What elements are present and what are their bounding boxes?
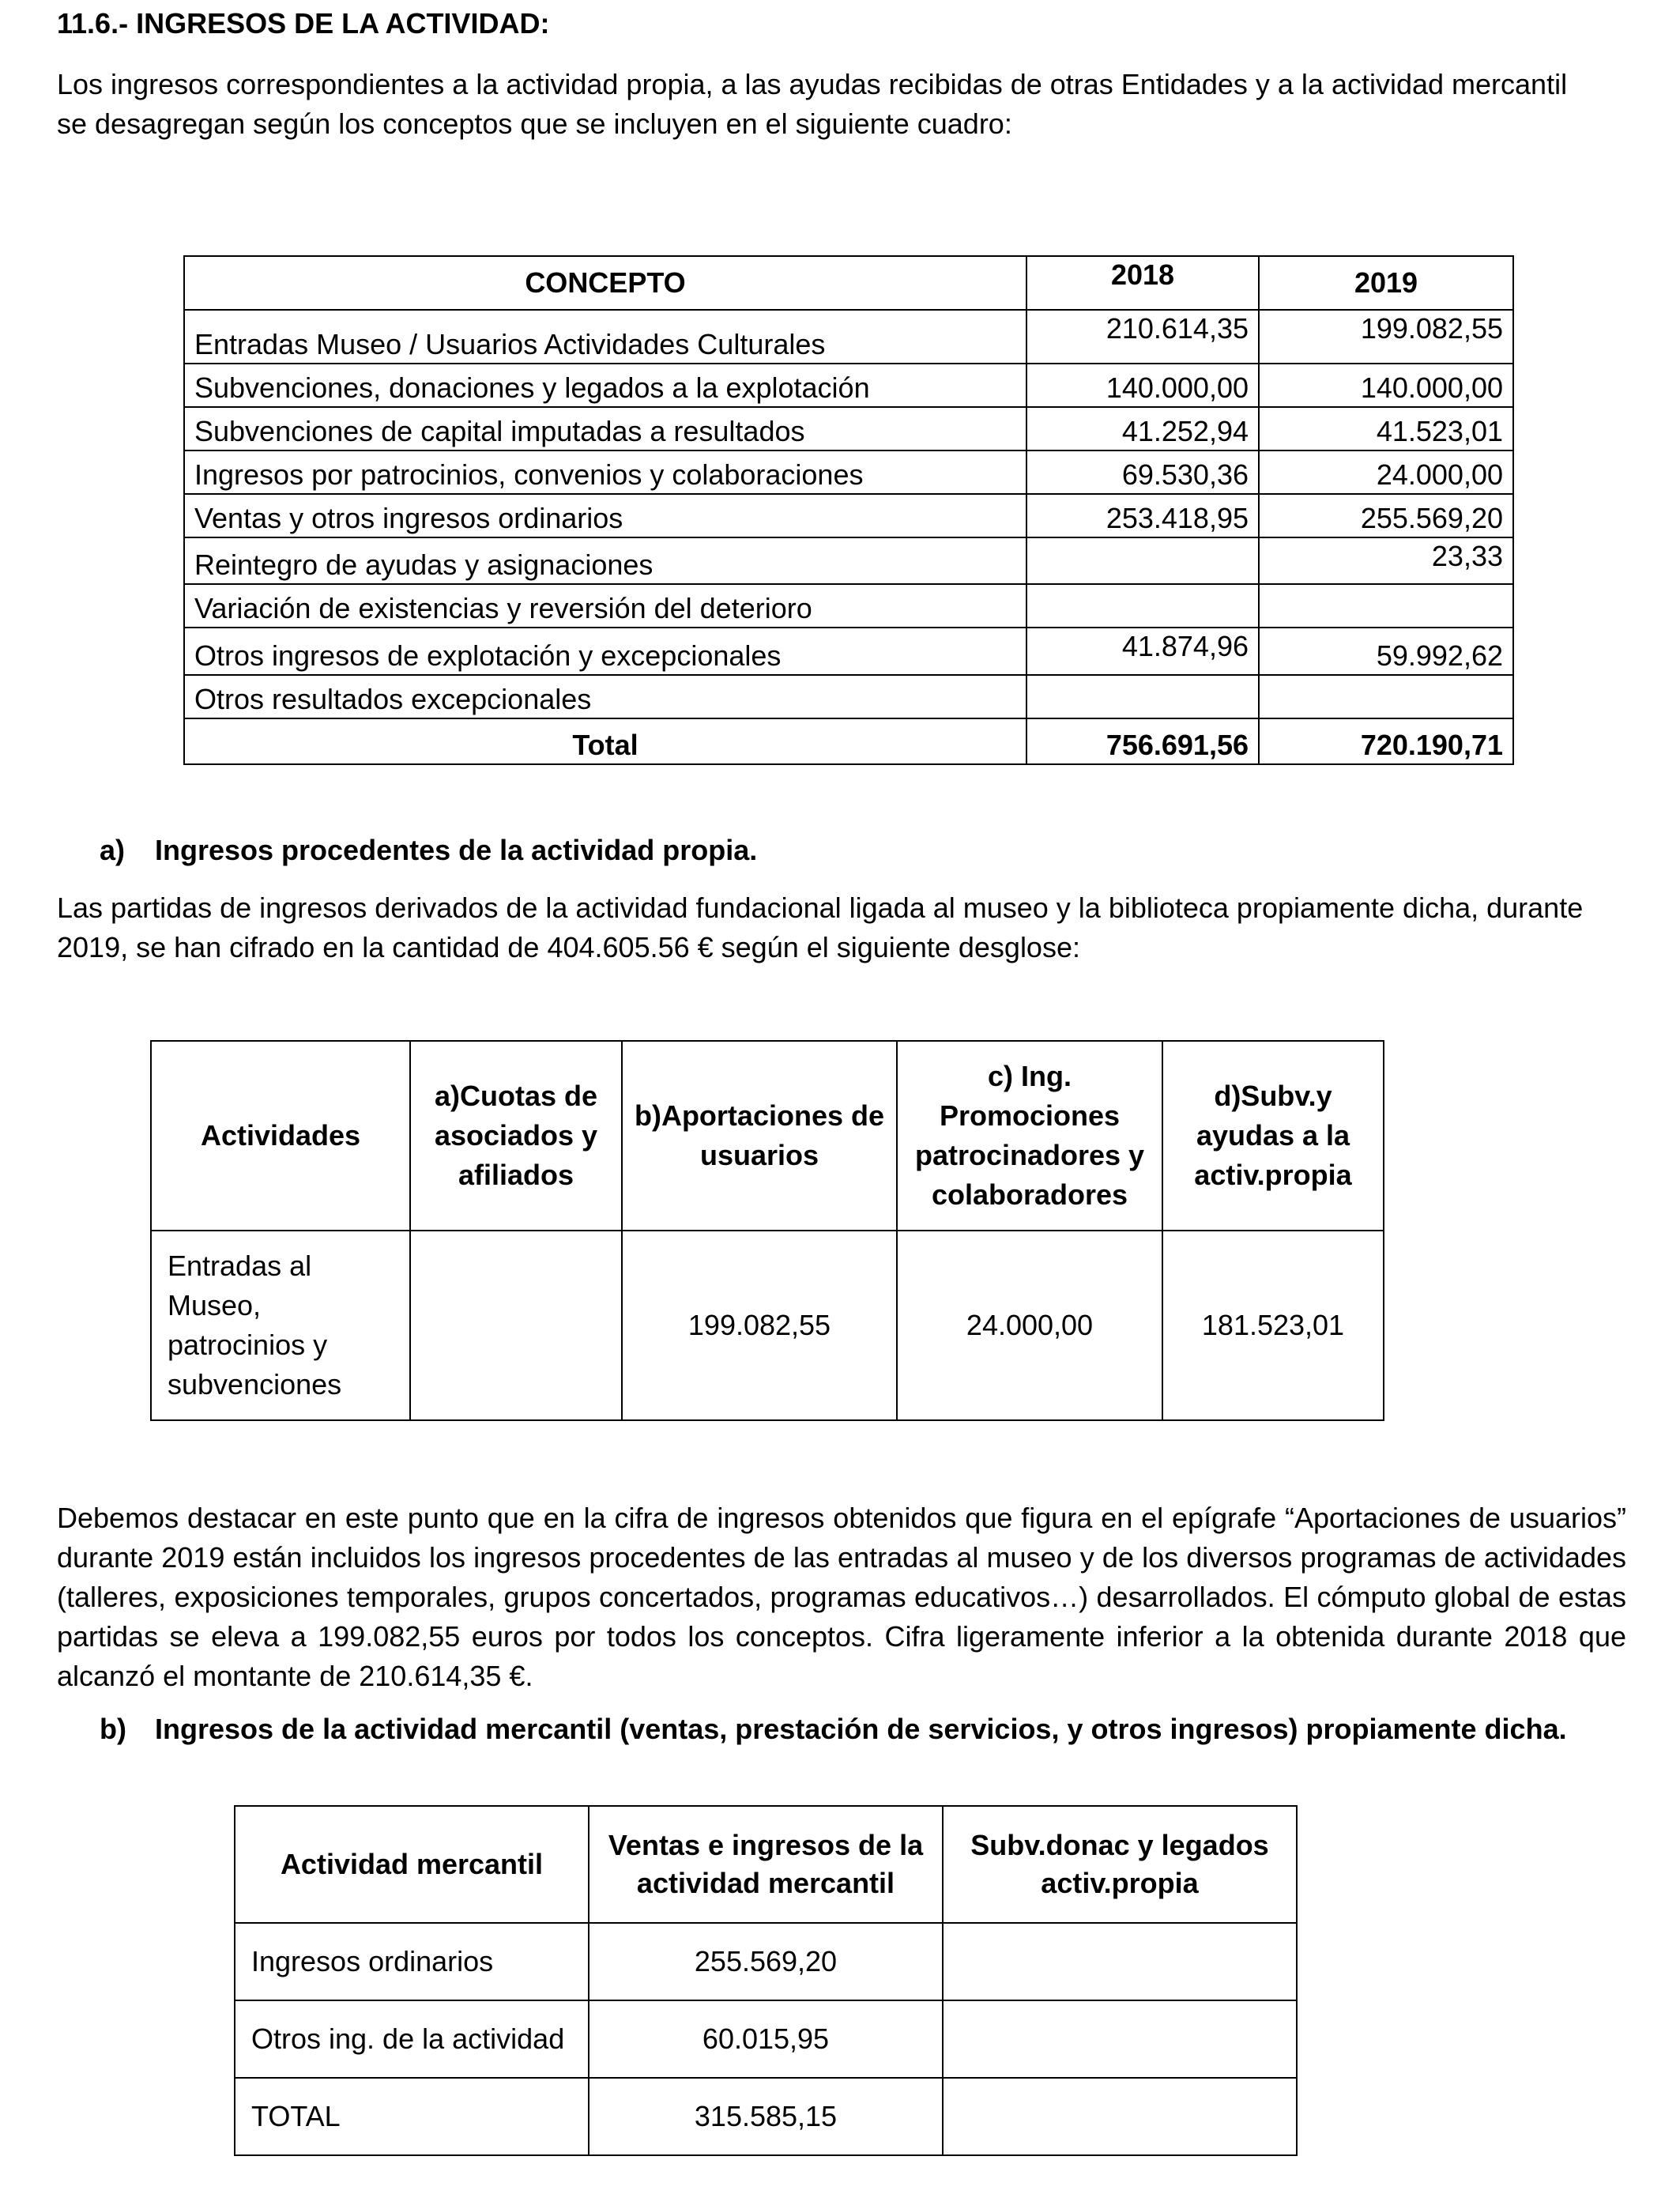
table-row [184,364,1513,407]
column-header-commercial-activity: Actividad mercantil [235,1806,589,1923]
total-2018-cell: 756.691,56 [1026,718,1259,764]
sales-cell: 255.569,20 [589,1923,943,2000]
row-label: Entradas al Museo, patrocinios y subvenciones [151,1231,410,1420]
value-2019-cell: 140.000,00 [1259,364,1513,407]
section-a-heading [100,833,757,868]
subsidies-cell: 181.523,01 [1162,1231,1384,1420]
section-b-label: b) [100,1713,126,1745]
fees-cell [410,1231,622,1420]
column-header-subsidies: Subv.donac y legados activ.propia [943,1806,1297,1923]
value-2019-cell: 59.992,62 [1259,628,1513,675]
value-2018-cell: 140.000,00 [1026,364,1259,407]
concept-cell: Ventas y otros ingresos ordinarios [184,494,1026,537]
value-2018-cell: 253.418,95 [1026,494,1259,537]
sponsorships-cell: 24.000,00 [897,1231,1162,1420]
own-activity-income-table [150,1040,1384,1421]
section-title: 11.6.- INGRESOS DE LA ACTIVIDAD: [57,7,550,40]
column-header-user-contributions: b)Aportaciones de usuarios [622,1041,897,1231]
concept-cell: Ingresos por patrocinios, convenios y colaboraciones [184,450,1026,494]
section-a-paragraph: Las partidas de ingresos derivados de la actividad fundacional ligada al museo y la biblioteca propiamente dicha, durante 2019, se han cifrado en la cantidad de 404.605.56 € según el siguiente desglose: [57,892,1584,963]
column-header-subsidies: d)Subv.y ayudas a la activ.propia [1162,1041,1384,1231]
table-row [184,407,1513,450]
income-concepts-table [183,255,1514,765]
value-2019-cell: 255.569,20 [1259,494,1513,537]
column-header-2019: 2019 [1259,256,1513,310]
total-label: Total [184,718,1026,764]
concept-cell: Variación de existencias y reversión del deterioro [184,584,1026,628]
table-row [151,1231,1384,1420]
section-b-title: Ingresos de la actividad mercantil (ventas, prestación de servicios, y otros ingresos) propiamente dicha. [155,1713,1567,1745]
table-row [184,450,1513,494]
total-2019-cell: 720.190,71 [1259,718,1513,764]
value-2018-cell: 41.252,94 [1026,407,1259,450]
concept-cell: Entradas Museo / Usuarios Actividades Culturales [184,310,1026,364]
concept-cell: Otros ingresos de explotación y excepcionales [184,628,1026,675]
user-contributions-cell: 199.082,55 [622,1231,897,1420]
column-header-sales: Ventas e ingresos de la actividad mercantil [589,1806,943,1923]
value-2018-cell [1026,537,1259,584]
value-2019-cell: 23,33 [1259,537,1513,584]
section-a-label: a) [100,834,126,866]
section-a-title: Ingresos procedentes de la actividad propia. [155,834,758,866]
table-header-row [151,1041,1384,1231]
column-header-2018: 2018 [1026,256,1259,310]
commercial-activity-table [234,1805,1298,2156]
value-2018-cell: 210.614,35 [1026,310,1259,364]
value-2019-cell: 41.523,01 [1259,407,1513,450]
subsidies-cell [943,2000,1297,2078]
concept-cell: Subvenciones, donaciones y legados a la explotación [184,364,1026,407]
value-2019-cell [1259,675,1513,718]
table-row [184,675,1513,718]
subsidies-cell [943,1923,1297,2000]
table-row [235,1923,1297,2000]
table-total-row [235,2078,1297,2155]
concept-cell: Subvenciones de capital imputadas a resultados [184,407,1026,450]
sales-cell: 60.015,95 [589,2000,943,2078]
table-header-row [235,1806,1297,1923]
value-2019-cell [1259,584,1513,628]
table-row [184,537,1513,584]
concept-cell: Otros resultados excepcionales [184,675,1026,718]
row-label: TOTAL [235,2078,589,2155]
row-label: Otros ing. de la actividad [235,2000,589,2078]
concept-cell: Reintegro de ayudas y asignaciones [184,537,1026,584]
column-header-sponsorships: c) Ing. Promociones patrocinadores y colaboradores [897,1041,1162,1231]
value-2019-cell: 199.082,55 [1259,310,1513,364]
value-2018-cell [1026,584,1259,628]
value-2019-cell: 24.000,00 [1259,450,1513,494]
value-2018-cell: 69.530,36 [1026,450,1259,494]
column-header-concept: CONCEPTO [184,256,1026,310]
column-header-fees: a)Cuotas de asociados y afiliados [410,1041,622,1231]
table-row [184,628,1513,675]
table-row [184,494,1513,537]
table-total-row [184,718,1513,764]
row-label: Ingresos ordinarios [235,1923,589,2000]
table-row [184,310,1513,364]
subsidies-cell [943,2078,1297,2155]
table-row [235,2000,1297,2078]
intro-paragraph: Los ingresos correspondientes a la actividad propia, a las ayudas recibidas de otras Entidades y a la actividad mercantil se desagregan según los conceptos que se incluyen en el siguiente cuadro: [57,68,1568,140]
sales-cell: 315.585,15 [589,2078,943,2155]
column-header-activities: Actividades [151,1041,410,1231]
value-2018-cell: 41.874,96 [1026,628,1259,675]
section-b-heading [100,1712,1567,1747]
table-header-row [184,256,1513,310]
value-2018-cell [1026,675,1259,718]
user-contributions-paragraph: Debemos destacar en este punto que en la cifra de ingresos obtenidos que figura en el epígrafe “Aportaciones de usuarios” durante 2019 están incluidos los ingresos procedentes de las entradas al museo y de los diversos programas de actividades (talleres, exposiciones temporales, grupos concertados, programas educativos…) desarrollados. El cómputo global de estas partidas se eleva a 199.082,55 euros por todos los conceptos. Cifra ligeramente inferior a la obtenida durante 2018 que alcanzó el montante de 210.614,35 €. [57,1502,1626,1692]
table-row [184,584,1513,628]
